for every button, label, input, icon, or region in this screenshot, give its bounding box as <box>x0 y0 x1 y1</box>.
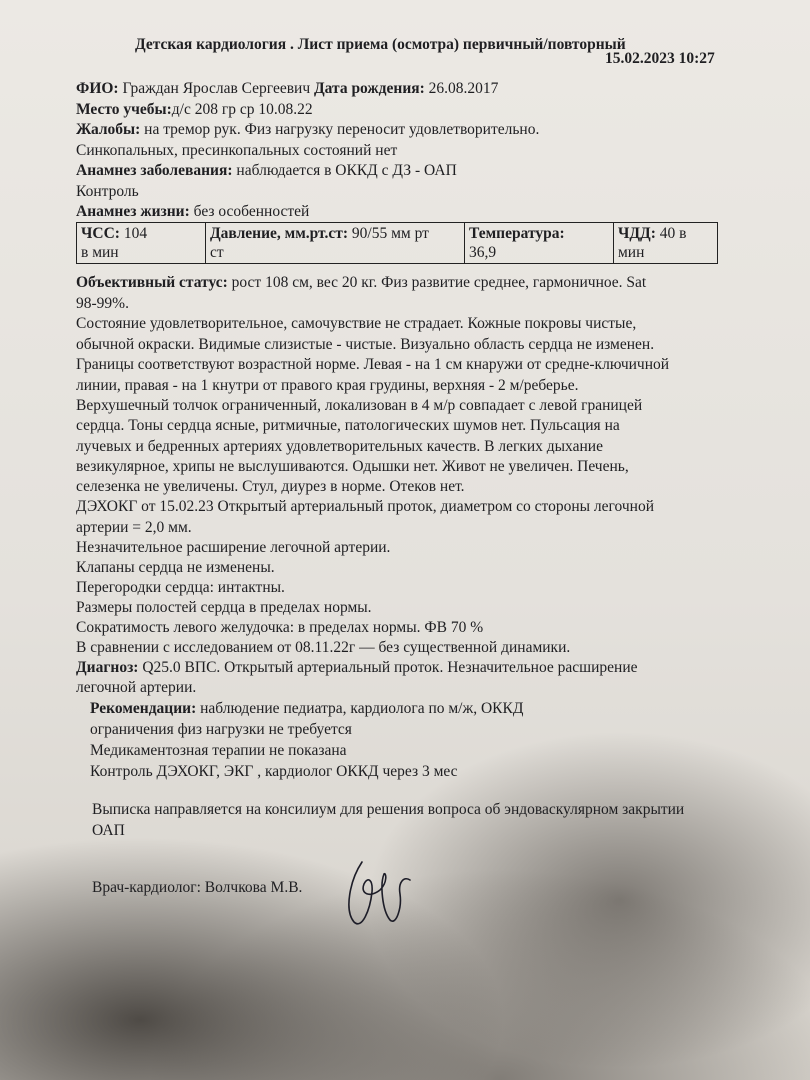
anamnesis-disease-value: наблюдается в ОККД с ДЗ - ОАП <box>236 162 457 179</box>
vitals-temp-cell <box>465 223 614 264</box>
objective-text-line: Верхушечный толчок ограниченный, локализован в 4 м/р совпадает с левой границей <box>76 397 643 414</box>
fio-label: ФИО: <box>76 80 119 97</box>
document-title: Детская кардиология . Лист приема (осмотра) первичный/повторный <box>135 36 626 53</box>
diagnosis-line-2: легочной артерии. <box>76 679 197 696</box>
echo-line: Размеры полостей сердца в пределах нормы. <box>76 599 372 616</box>
rr-unit: мин <box>618 244 645 261</box>
rr-value: 40 в <box>659 225 687 242</box>
document-datetime: 15.02.2023 10:27 <box>605 50 715 67</box>
complaints-label: Жалобы: <box>76 121 141 138</box>
echo-line: ДЭХОКГ от 15.02.23 Открытый артериальный проток, диаметром со стороны легочной <box>76 498 654 515</box>
bp-label: Давление, мм.рт.ст: <box>210 225 349 242</box>
hr-value: 104 <box>123 225 148 242</box>
recommendation-item: Медикаментозная терапии не показана <box>90 742 347 759</box>
school-value: д/с 208 гр ср 10.08.22 <box>171 101 313 118</box>
anamnesis-disease-line <box>76 161 457 181</box>
hr-unit: в мин <box>81 244 119 261</box>
objective-text-line: везикулярное, хрипы не выслушиваются. Одышки нет. Живот не увеличен. Печень, <box>76 458 629 475</box>
objective-text-line: линии, правая - на 1 кнутри от правого края грудины, верхняя - 2 м/реберье. <box>76 377 579 394</box>
recommendations-label: Рекомендации: <box>90 700 197 717</box>
school-line <box>76 100 313 120</box>
objective-text-line: лучевых и бедренных артериях удовлетворительных качеств. В легких дыхание <box>76 438 603 455</box>
dob-value: 26.08.2017 <box>428 80 499 97</box>
vitals-bp-cell <box>206 223 465 264</box>
echo-line: Сократимость левого желудочка: в пределах нормы. ФВ 70 % <box>76 619 484 636</box>
vitals-rr-cell <box>614 223 718 264</box>
signature-image <box>340 850 430 940</box>
school-label: Место учебы: <box>76 101 172 118</box>
bp-unit: ст <box>210 244 224 261</box>
objective-text-line: Состояние удовлетворительное, самочувствие не страдает. Кожные покровы чистые, <box>76 315 637 332</box>
temp-value: 36,9 <box>469 244 497 261</box>
echo-line: Клапаны сердца не изменены. <box>76 559 275 576</box>
anamnesis-life-line <box>76 202 309 222</box>
objective-label: Объективный статус: <box>76 274 228 291</box>
anamnesis-life-value: без особенностей <box>193 203 310 220</box>
dob-label: Дата рождения: <box>314 80 425 97</box>
objective-text-line: селезенка не увеличены. Стул, диурез в норме. Отеков нет. <box>76 478 465 495</box>
fio-value: Граждан Ярослав Сергеевич <box>122 80 311 97</box>
referral-line-2: ОАП <box>92 822 125 839</box>
diagnosis-value: Q25.0 ВПС. Открытый артериальный проток. Незначительное расширение <box>142 659 638 676</box>
patient-line <box>76 79 498 99</box>
recommendations-line <box>90 699 523 719</box>
complaints-value: на тремор рук. Физ нагрузку переносит удовлетворительно. <box>144 121 540 138</box>
complaints-line-2: Синкопальных, пресинкопальных состояний нет <box>76 142 398 159</box>
recommendations-value: наблюдение педиатра, кардиолога по м/ж, ОККД <box>200 700 524 717</box>
temp-label: Температура: <box>469 225 565 242</box>
diagnosis-line <box>76 658 638 678</box>
objective-text-line: Границы соответствуют возрастной норме. Левая - на 1 см кнаружи от средне-ключичной <box>76 356 670 373</box>
objective-value: рост 108 см, вес 20 кг. Физ развитие среднее, гармоничное. Sat <box>231 274 647 291</box>
anamnesis-life-label: Анамнез жизни: <box>76 203 190 220</box>
echo-line: В сравнении с исследованием от 08.11.22г — без существенной динамики. <box>76 639 571 656</box>
diagnosis-label: Диагноз: <box>76 659 139 676</box>
objective-text-line: обычной окраски. Видимые слизистые - чистые. Визуально область сердца не изменен. <box>76 336 655 353</box>
bp-value: 90/55 мм рт <box>351 225 429 242</box>
referral-line: Выписка направляется на консилиум для решения вопроса об эндоваскулярном закрытии <box>92 801 685 818</box>
vitals-table <box>76 222 718 264</box>
objective-line <box>76 273 646 293</box>
doctor-line: Врач-кардиолог: Волчкова М.В. <box>92 879 303 896</box>
anamnesis-disease-line-2: Контроль <box>76 183 139 200</box>
hr-label: ЧСС: <box>81 225 120 242</box>
echo-line: артерии = 2,0 мм. <box>76 519 192 536</box>
objective-text-line: сердца. Тоны сердца ясные, ритмичные, патологических шумов нет. Пульсация на <box>76 417 620 434</box>
vitals-hr-cell <box>77 223 206 264</box>
recommendation-item: Контроль ДЭХОКГ, ЭКГ , кардиолог ОККД через 3 мес <box>90 763 458 780</box>
anamnesis-disease-label: Анамнез заболевания: <box>76 162 233 179</box>
objective-text-line: 98-99%. <box>76 295 129 312</box>
rr-label: ЧДД: <box>618 225 656 242</box>
vitals-row <box>77 223 718 264</box>
echo-line: Незначительное расширение легочной артерии. <box>76 539 391 556</box>
echo-line: Перегородки сердца: интактны. <box>76 579 285 596</box>
complaints-line <box>76 120 539 140</box>
recommendation-item: ограничения физ нагрузки не требуется <box>90 721 352 738</box>
